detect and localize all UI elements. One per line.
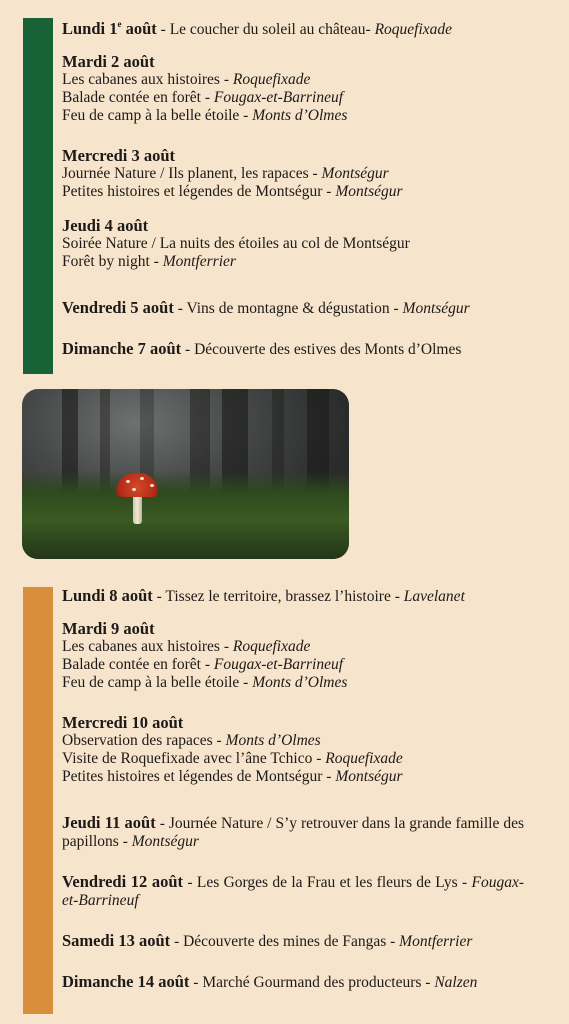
day-entry <box>62 620 524 692</box>
day-entry <box>62 217 524 271</box>
day-title: Jeudi 4 août <box>62 216 149 235</box>
day-title: Mercredi 3 août <box>62 146 176 165</box>
mushroom-stem <box>133 494 142 524</box>
event-text: - Le coucher du soleil au château- <box>156 21 375 38</box>
day-title: Dimanche 14 août <box>62 972 190 991</box>
week2-accent-bar <box>23 587 53 1014</box>
event-line: Observation des rapaces - Monts d’Olmes <box>62 732 321 749</box>
day-title: Vendredi 5 août <box>62 298 174 317</box>
event-line: Visite de Roquefixade avec l’âne Tchico - Roquefixade <box>62 750 403 767</box>
day-entry: Jeudi 11 août - Journée Nature / S’y retrouver dans la grande famille des papillons - Montségur <box>62 813 524 850</box>
week2-program <box>62 587 524 992</box>
day-entry: Samedi 13 août - Découverte des mines de Fangas - Montferrier <box>62 931 473 950</box>
day-entry: Lundi 8 août - Tissez le territoire, brassez l’histoire - Lavelanet <box>62 586 465 605</box>
event-line: Petites histoires et légendes de Montségur - Montségur <box>62 183 403 200</box>
day-entry <box>62 147 524 201</box>
day-entry: Dimanche 14 août - Marché Gourmand des producteurs - Nalzen <box>62 972 478 991</box>
day-entry <box>62 714 524 786</box>
day-title: Jeudi 11 août <box>62 813 156 832</box>
day-title: Mardi 2 août <box>62 52 155 71</box>
day-title: Dimanche 7 août <box>62 339 182 358</box>
event-line: Feu de camp à la belle étoile - Monts d’Olmes <box>62 674 348 691</box>
day-title: Samedi 13 août <box>62 931 171 950</box>
event-line: Soirée Nature / La nuits des étoiles au col de Montségur <box>62 235 410 252</box>
mushroom-in-forest-photo <box>22 389 349 559</box>
week1-accent-bar <box>23 18 53 374</box>
day-entry: Vendredi 12 août - Les Gorges de la Frau et les fleurs de Lys - Fougax-et-Barrineuf <box>62 872 525 909</box>
day-title: Lundi 8 août <box>62 586 153 605</box>
day-entry <box>62 53 524 125</box>
event-line: Feu de camp à la belle étoile - Monts d’Olmes <box>62 107 348 124</box>
event-line: Balade contée en forêt - Fougax-et-Barrineuf <box>62 89 344 106</box>
event-place: Roquefixade <box>374 21 453 38</box>
event-line: Journée Nature / Ils planent, les rapaces - Montségur <box>62 165 389 182</box>
event-line: Forêt by night - Montferrier <box>62 253 236 270</box>
day-title: Mardi 9 août <box>62 619 155 638</box>
event-line: Balade contée en forêt - Fougax-et-Barrineuf <box>62 656 344 673</box>
day-title: Mercredi 10 août <box>62 713 184 732</box>
event-line: Les cabanes aux histoires - Roquefixade <box>62 638 311 655</box>
event-line: Les cabanes aux histoires - Roquefixade <box>62 71 311 88</box>
day-entry <box>62 20 524 39</box>
day-title: Lundi 1e août <box>62 19 157 38</box>
week1-program <box>62 20 524 359</box>
day-entry: Vendredi 5 août - Vins de montagne & dégustation - Montségur <box>62 298 470 317</box>
event-line: Petites histoires et légendes de Montségur - Montségur <box>62 768 403 785</box>
day-title: Vendredi 12 août <box>62 872 184 891</box>
day-entry: Dimanche 7 août - Découverte des estives des Monts d’Olmes <box>62 339 462 358</box>
